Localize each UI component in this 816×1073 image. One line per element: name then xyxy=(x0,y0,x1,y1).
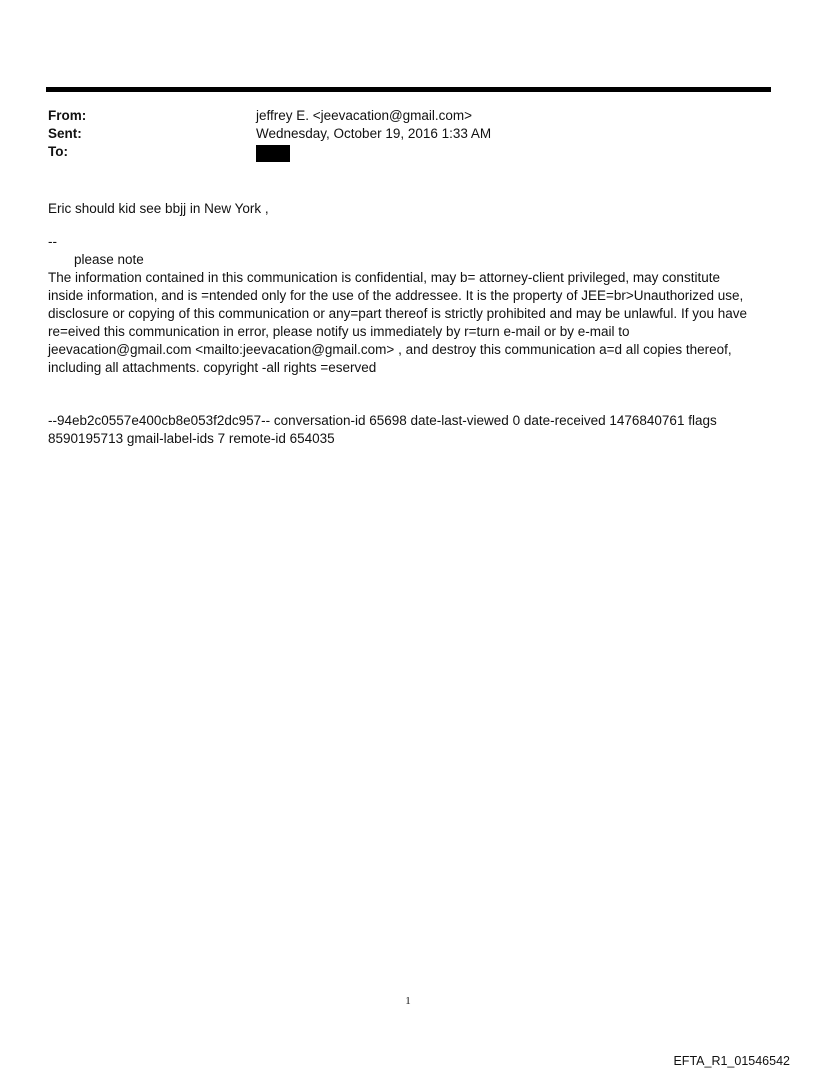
sent-value: Wednesday, October 19, 2016 1:33 AM xyxy=(256,126,492,141)
sent-label: Sent: xyxy=(48,126,82,141)
disclaimer-line: including all attachments. copyright -all rights =eserved xyxy=(48,360,377,375)
disclaimer-line: The information contained in this communication is confidential, may b= attorney-client privileged, may constitute xyxy=(48,270,720,285)
disclaimer-line: inside information, and is =ntended only for the use of the addressee. It is the property of JEE=br>Unauthorized use, xyxy=(48,288,744,303)
from-value: jeffrey E. <jeevacation@gmail.com> xyxy=(256,108,473,123)
page-number: 1 xyxy=(405,995,411,1007)
disclaimer-line: disclosure or copying of this communication or any=part thereof is strictly prohibited and may be unlawful. If you have xyxy=(48,306,747,321)
metadata-line: 8590195713 gmail-label-ids 7 remote-id 654035 xyxy=(48,431,335,446)
metadata-line: --94eb2c0557e400cb8e053f2dc957-- conversation-id 65698 date-last-viewed 0 date-received 1476840761 flags xyxy=(48,413,717,428)
disclaimer-line: jeevacation@gmail.com <mailto:jeevacation@gmail.com> , and destroy this communication a=d all copies thereof, xyxy=(48,342,732,357)
please-note: please note xyxy=(74,252,144,267)
disclaimer-line: re=eived this communication in error, please notify us immediately by r=turn e-mail or by e-mail to xyxy=(48,324,630,339)
message-body: Eric should kid see bbjj in New York , xyxy=(48,201,269,216)
redaction-box xyxy=(256,145,290,162)
to-label: To: xyxy=(48,144,68,159)
document-id: EFTA_R1_01546542 xyxy=(673,1054,790,1068)
from-label: From: xyxy=(48,108,87,123)
header-rule xyxy=(46,87,771,92)
signature-separator: -- xyxy=(48,234,57,249)
